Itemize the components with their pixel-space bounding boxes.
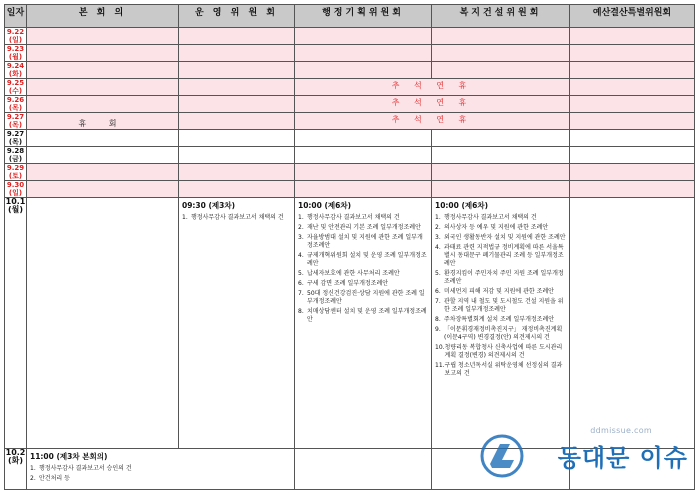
ddm-logo-icon: [480, 434, 524, 478]
header-plenary: 본 회 의: [27, 5, 179, 28]
date-cell: 10.1 (월): [5, 198, 27, 449]
agenda-item-text: 행정사무감사 결과보고서 승인의 건: [39, 465, 132, 472]
operations-cell: [179, 147, 295, 164]
admin-cell: [295, 164, 432, 181]
budget-cell: [570, 79, 695, 96]
agenda-item-number: 3.: [435, 234, 441, 241]
admin-cell: [295, 45, 432, 62]
plenary-holiday-cell: [27, 79, 179, 96]
holiday-banner: [295, 79, 570, 96]
agenda-item-text: 「이문휘경재정비촉진지구」 재정비촉진계획(이문4구역) 변경결정(안) 의견제시의 건: [444, 326, 563, 341]
plenary-holiday-cell: [27, 96, 179, 113]
agenda-item-text: 행정사무감사 결과보고서 채택의 건: [444, 214, 537, 221]
header-date: 일자: [5, 5, 27, 28]
agenda-item: [30, 465, 291, 473]
operations-cell: [179, 45, 295, 62]
plenary-holiday-cell: [27, 62, 179, 79]
agenda-item: [298, 252, 428, 268]
agenda-item: [298, 224, 428, 232]
agenda-item: [30, 475, 291, 483]
agenda-item-number: 6.: [435, 288, 441, 295]
welfare-cell: [432, 28, 570, 45]
agenda-item-number: 2.: [30, 475, 36, 482]
header-admin: 행정기획위원회: [295, 5, 432, 28]
agenda-item-text: 자율방범대 설치 및 지원에 관한 조례 일부개정조례안: [307, 234, 423, 249]
agenda-item-text: 미세먼지 피해 저감 및 지원에 관한 조례안: [444, 288, 554, 295]
operations-cell: [179, 113, 295, 130]
agenda-item-text: 납세자보호에 관한 사무처리 조례안: [307, 270, 400, 277]
header-welfare: 복지건설위원회: [432, 5, 570, 28]
plenary-time: 11:00 (제3차 본회의): [30, 452, 108, 461]
plenary-agenda-list: [30, 465, 291, 483]
agenda-item: [435, 344, 566, 360]
agenda-item: [298, 234, 428, 250]
agenda-item-number: 10.: [435, 344, 445, 351]
agenda-item: [435, 298, 566, 314]
agenda-item: [298, 270, 428, 278]
admin-cell: [295, 28, 432, 45]
agenda-item-text: 안건처리 등: [39, 475, 70, 482]
agenda-item: [298, 280, 428, 288]
schedule-table: [4, 4, 695, 490]
admin-cell: [295, 147, 432, 164]
agenda-item-text: 재난 및 안전관리 기본 조례 일부개정조례안: [307, 224, 421, 231]
welfare-cell: [432, 130, 570, 147]
agenda-item-number: 8.: [298, 308, 304, 315]
operations-cell: [179, 79, 295, 96]
agenda-item-number: 3.: [298, 234, 304, 241]
agenda-item-text: 의사상자 등 예우 및 지원에 관한 조례안: [444, 224, 549, 231]
welfare-cell: [432, 62, 570, 79]
admin-cell: [295, 449, 432, 490]
welfare-oct1-cell: [432, 198, 570, 449]
agenda-item-number: 1.: [30, 465, 36, 472]
operations-cell: [179, 164, 295, 181]
agenda-item-text: 주차장특별회계 설치 조례 일부개정조례안: [444, 316, 555, 323]
admin-cell: [295, 62, 432, 79]
date-cell: 9.27 (목): [5, 130, 27, 147]
operations-time: 09:30 (제3차): [182, 201, 236, 210]
welfare-time: 10:00 (제6차): [435, 201, 489, 210]
agenda-item: [298, 308, 428, 324]
agenda-item-number: 5.: [435, 270, 441, 277]
agenda-item-number: 4.: [435, 244, 441, 251]
schedule-frame: [4, 4, 694, 480]
operations-cell: [179, 96, 295, 113]
budget-cell: [570, 62, 695, 79]
watermark-url: ddmissue.com: [590, 426, 652, 435]
agenda-item-text: 관할 지역 내 철도 및 도시철도 건설 지원을 위한 조례 일부개정조례안: [444, 298, 564, 313]
agenda-item-text: 청량리동 복합청사 신축사업에 따른 도시관리계획 결정(변경) 의견제시의 건: [444, 344, 563, 359]
holiday-text: 추 석 연 휴: [391, 115, 473, 124]
admin-cell: [295, 130, 432, 147]
welfare-cell: [432, 147, 570, 164]
agenda-item-number: 1.: [298, 214, 304, 221]
agenda-item-text: 환경지킴이 주민자치 주민 지원 조례 일부개정조례안: [444, 270, 564, 285]
agenda-item-text: 과태료 관련 지적법규 정비계획에 따른 서울특별시 동대문구 폐기물관리 조례 등 일부개정조례안: [444, 244, 564, 267]
budget-cell: [570, 130, 695, 147]
plenary-holiday-cell: [27, 28, 179, 45]
date-cell: 9.28 (금): [5, 147, 27, 164]
header-operations: 운 영 위 원 회: [179, 5, 295, 28]
operations-agenda-list: [182, 214, 291, 222]
agenda-item: [298, 290, 428, 306]
agenda-item: [435, 224, 566, 232]
agenda-item-text: 50대 정신건강검진·상담 지원에 관한 조례 일부개정조례안: [307, 290, 425, 305]
watermark: [480, 426, 690, 478]
agenda-item: [435, 244, 566, 268]
agenda-item-text: 행정사무감사 결과보고서 채택의 건: [191, 214, 284, 221]
agenda-item-number: 7.: [298, 290, 304, 297]
operations-cell: [179, 181, 295, 198]
budget-cell: [570, 113, 695, 130]
budget-cell: [570, 181, 695, 198]
agenda-item-number: 6.: [298, 280, 304, 287]
plenary-recess: [27, 119, 179, 449]
holiday-text: 추 석 연 휴: [391, 81, 473, 90]
admin-cell: [295, 181, 432, 198]
budget-cell: [570, 45, 695, 62]
agenda-item: [435, 214, 566, 222]
date-cell: 9.29 (토): [5, 164, 27, 181]
agenda-item-number: 5.: [298, 270, 304, 277]
plenary-cell: [27, 130, 179, 147]
admin-time: 10:00 (제6차): [298, 201, 352, 210]
agenda-item-number: 2.: [435, 224, 441, 231]
budget-cell: [570, 28, 695, 45]
budget-cell: [570, 96, 695, 113]
plenary-oct2-cell: [27, 449, 295, 490]
date-cell: 10.2 (화): [5, 449, 27, 490]
agenda-item-text: 구세 감면 조례 일부개정조례안: [307, 280, 389, 287]
agenda-item: [435, 270, 566, 286]
date-cell: 9.30 (일): [5, 181, 27, 198]
operations-oct1-cell: [179, 198, 295, 449]
budget-cell: [570, 198, 695, 449]
welfare-agenda-list: [435, 214, 566, 378]
date-cell: 9.27 (목): [5, 113, 27, 130]
holiday-text: 추 석 연 휴: [391, 98, 473, 107]
operations-cell: [179, 130, 295, 147]
header-budget: 예산결산특별위원회: [570, 5, 695, 28]
agenda-item-number: 11.: [435, 362, 445, 369]
holiday-banner: [295, 96, 570, 113]
admin-agenda-list: [298, 214, 428, 324]
welfare-cell: [432, 45, 570, 62]
agenda-item-text: 치매상담센터 설치 및 운영 조례 일부개정조례안: [307, 308, 427, 323]
plenary-recess-text: 휴 회: [78, 119, 127, 128]
operations-cell: [179, 62, 295, 79]
watermark-name: 동대문 이슈: [557, 444, 688, 472]
agenda-item-text: 행정사무감사 결과보고서 채택의 건: [307, 214, 400, 221]
agenda-item: [182, 214, 291, 222]
welfare-cell: [432, 181, 570, 198]
operations-cell: [179, 28, 295, 45]
agenda-item-number: 9.: [435, 326, 441, 333]
date-cell: 9.25 (수): [5, 79, 27, 96]
agenda-item-number: 7.: [435, 298, 441, 305]
agenda-item: [435, 288, 566, 296]
welfare-cell: [432, 164, 570, 181]
agenda-item-text: 규제개혁위원회 설치 및 운영 조례 일부개정조례안: [307, 252, 427, 267]
agenda-item: [298, 214, 428, 222]
holiday-banner: [295, 113, 570, 130]
agenda-item-number: 4.: [298, 252, 304, 259]
plenary-holiday-cell: [27, 164, 179, 181]
agenda-item-number: 1.: [182, 214, 188, 221]
admin-oct1-cell: [295, 198, 432, 449]
agenda-item-number: 2.: [298, 224, 304, 231]
plenary-cell: [27, 147, 179, 164]
agenda-item-number: 8.: [435, 316, 441, 323]
agenda-item-number: 1.: [435, 214, 441, 221]
plenary-holiday-cell: [27, 181, 179, 198]
date-cell: 9.22 (일): [5, 28, 27, 45]
date-cell: 9.23 (월): [5, 45, 27, 62]
plenary-holiday-cell: [27, 45, 179, 62]
budget-cell: [570, 147, 695, 164]
agenda-item-text: 구립 청소년독서실 위탁운영체 선정심의 결과보고의 건: [444, 362, 563, 377]
agenda-item: [435, 316, 566, 324]
agenda-item: [435, 326, 566, 342]
agenda-item-text: 외국인 생활동반자 설치 및 지원에 관한 조례안: [444, 234, 566, 241]
budget-cell: [570, 164, 695, 181]
agenda-item: [435, 362, 566, 378]
date-cell: 9.24 (화): [5, 62, 27, 79]
agenda-item: [435, 234, 566, 242]
date-cell: 9.26 (목): [5, 96, 27, 113]
